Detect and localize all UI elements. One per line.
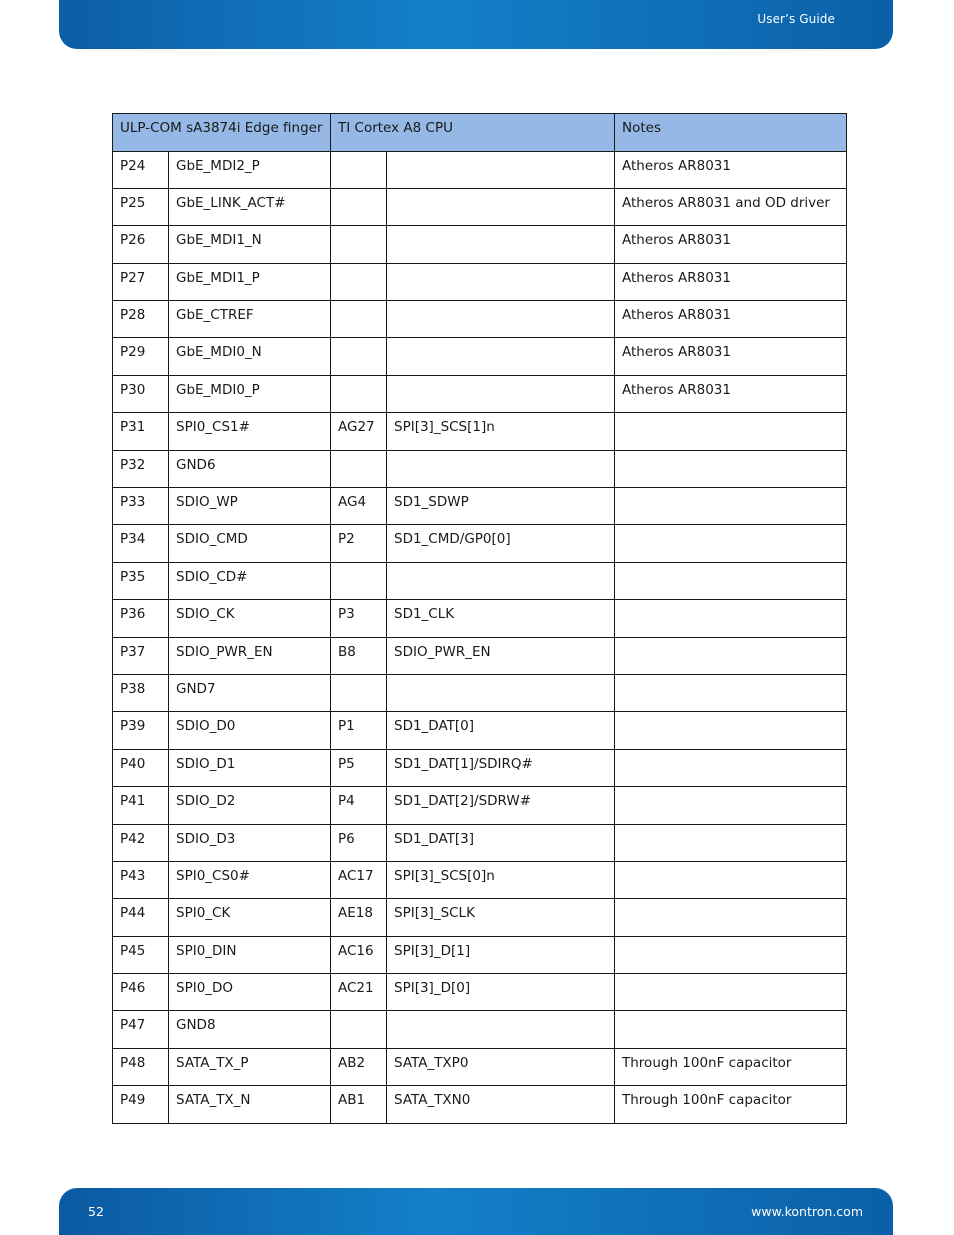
cpu-ball-cell (331, 674, 387, 711)
notes-cell: Atheros AR8031 (615, 338, 847, 375)
cpu-signal-cell: SD1_DAT[3] (387, 824, 615, 861)
cpu-signal-cell: SPI[3]_D[1] (387, 936, 615, 973)
cpu-ball-cell: P6 (331, 824, 387, 861)
cpu-signal-cell: SPI[3]_SCS[1]n (387, 413, 615, 450)
edge-pin-cell: P48 (113, 1048, 169, 1085)
notes-cell (615, 974, 847, 1011)
cpu-ball-cell (331, 1011, 387, 1048)
notes-cell: Atheros AR8031 and OD driver (615, 188, 847, 225)
edge-signal-cell: SDIO_CD# (169, 562, 331, 599)
edge-pin-cell: P49 (113, 1086, 169, 1123)
table-row (113, 188, 847, 225)
cpu-signal-cell: SPI[3]_SCLK (387, 899, 615, 936)
cpu-ball-cell: AG4 (331, 488, 387, 525)
edge-signal-cell: SDIO_WP (169, 488, 331, 525)
edge-signal-cell: SATA_TX_P (169, 1048, 331, 1085)
cpu-ball-cell (331, 301, 387, 338)
edge-pin-cell: P25 (113, 188, 169, 225)
edge-signal-cell: GbE_MDI1_P (169, 263, 331, 300)
cpu-signal-cell: SD1_DAT[0] (387, 712, 615, 749)
cpu-ball-cell (331, 562, 387, 599)
cpu-ball-cell: P2 (331, 525, 387, 562)
notes-cell (615, 824, 847, 861)
edge-signal-cell: SDIO_D1 (169, 749, 331, 786)
cpu-ball-cell (331, 450, 387, 487)
edge-pin-cell: P24 (113, 151, 169, 188)
edge-signal-cell: GbE_MDI2_P (169, 151, 331, 188)
notes-cell (615, 562, 847, 599)
edge-pin-cell: P46 (113, 974, 169, 1011)
notes-cell (615, 525, 847, 562)
cpu-signal-cell: SD1_CLK (387, 600, 615, 637)
edge-pin-cell: P27 (113, 263, 169, 300)
cpu-signal-cell: SPI[3]_SCS[0]n (387, 861, 615, 898)
table-row (113, 338, 847, 375)
footer-url: www.kontron.com (751, 1204, 863, 1219)
edge-signal-cell: SDIO_D3 (169, 824, 331, 861)
table-row (113, 1086, 847, 1123)
cpu-ball-cell (331, 263, 387, 300)
table-row (113, 263, 847, 300)
pin-assignment-table (112, 113, 847, 1124)
cpu-ball-cell (331, 226, 387, 263)
edge-pin-cell: P35 (113, 562, 169, 599)
edge-pin-cell: P42 (113, 824, 169, 861)
notes-cell: Through 100nF capacitor (615, 1048, 847, 1085)
notes-cell (615, 899, 847, 936)
table-row (113, 375, 847, 412)
notes-cell: Atheros AR8031 (615, 301, 847, 338)
notes-cell (615, 712, 847, 749)
table-row (113, 899, 847, 936)
cpu-signal-cell (387, 226, 615, 263)
cpu-ball-cell: P3 (331, 600, 387, 637)
edge-signal-cell: GbE_MDI0_P (169, 375, 331, 412)
edge-pin-cell: P45 (113, 936, 169, 973)
edge-pin-cell: P28 (113, 301, 169, 338)
cpu-signal-cell: SPI[3]_D[0] (387, 974, 615, 1011)
header-title: User’s Guide (757, 12, 835, 26)
page-number: 52 (88, 1204, 104, 1219)
cpu-signal-cell (387, 263, 615, 300)
cpu-ball-cell: AE18 (331, 899, 387, 936)
table-row (113, 787, 847, 824)
notes-cell: Atheros AR8031 (615, 375, 847, 412)
edge-pin-cell: P37 (113, 637, 169, 674)
cpu-ball-cell: P5 (331, 749, 387, 786)
cpu-signal-cell: SD1_CMD/GP0[0] (387, 525, 615, 562)
edge-pin-cell: P33 (113, 488, 169, 525)
header-notes: Notes (615, 114, 847, 152)
edge-signal-cell: GND7 (169, 674, 331, 711)
cpu-signal-cell (387, 375, 615, 412)
table-body (113, 151, 847, 1123)
cpu-signal-cell: SDIO_PWR_EN (387, 637, 615, 674)
table-row (113, 562, 847, 599)
edge-signal-cell: SPI0_CS0# (169, 861, 331, 898)
table-row (113, 450, 847, 487)
edge-signal-cell: SPI0_DIN (169, 936, 331, 973)
edge-signal-cell: SATA_TX_N (169, 1086, 331, 1123)
cpu-signal-cell (387, 188, 615, 225)
edge-signal-cell: GbE_MDI0_N (169, 338, 331, 375)
cpu-ball-cell: AC21 (331, 974, 387, 1011)
notes-cell: Through 100nF capacitor (615, 1086, 847, 1123)
table-row (113, 600, 847, 637)
table-row (113, 674, 847, 711)
cpu-signal-cell: SD1_DAT[2]/SDRW# (387, 787, 615, 824)
edge-signal-cell: GbE_LINK_ACT# (169, 188, 331, 225)
notes-cell: Atheros AR8031 (615, 151, 847, 188)
cpu-ball-cell: AG27 (331, 413, 387, 450)
header-cpu: TI Cortex A8 CPU (331, 114, 615, 152)
table-row (113, 936, 847, 973)
edge-pin-cell: P40 (113, 749, 169, 786)
cpu-ball-cell (331, 151, 387, 188)
cpu-signal-cell (387, 674, 615, 711)
notes-cell: Atheros AR8031 (615, 226, 847, 263)
edge-pin-cell: P38 (113, 674, 169, 711)
table-row (113, 1048, 847, 1085)
table-row (113, 861, 847, 898)
table-row (113, 301, 847, 338)
notes-cell (615, 861, 847, 898)
cpu-ball-cell (331, 338, 387, 375)
cpu-ball-cell: AC17 (331, 861, 387, 898)
table-header-row (113, 114, 847, 152)
edge-signal-cell: GND6 (169, 450, 331, 487)
table-row (113, 1011, 847, 1048)
header-band (59, 0, 893, 49)
edge-pin-cell: P43 (113, 861, 169, 898)
table-row (113, 749, 847, 786)
edge-pin-cell: P26 (113, 226, 169, 263)
cpu-signal-cell (387, 338, 615, 375)
cpu-ball-cell: P4 (331, 787, 387, 824)
edge-signal-cell: SDIO_D0 (169, 712, 331, 749)
table-row (113, 488, 847, 525)
cpu-signal-cell: SATA_TXN0 (387, 1086, 615, 1123)
cpu-ball-cell (331, 375, 387, 412)
edge-signal-cell: SDIO_PWR_EN (169, 637, 331, 674)
table-row (113, 637, 847, 674)
notes-cell (615, 450, 847, 487)
edge-signal-cell: SPI0_CK (169, 899, 331, 936)
edge-pin-cell: P32 (113, 450, 169, 487)
notes-cell (615, 600, 847, 637)
cpu-signal-cell: SD1_DAT[1]/SDIRQ# (387, 749, 615, 786)
table-row (113, 413, 847, 450)
cpu-ball-cell (331, 188, 387, 225)
edge-signal-cell: GbE_MDI1_N (169, 226, 331, 263)
edge-signal-cell: SDIO_CK (169, 600, 331, 637)
cpu-signal-cell (387, 1011, 615, 1048)
edge-signal-cell: SDIO_CMD (169, 525, 331, 562)
notes-cell (615, 413, 847, 450)
notes-cell (615, 1011, 847, 1048)
table-row (113, 712, 847, 749)
cpu-ball-cell: AB1 (331, 1086, 387, 1123)
edge-signal-cell: GND8 (169, 1011, 331, 1048)
cpu-signal-cell: SATA_TXP0 (387, 1048, 615, 1085)
notes-cell (615, 749, 847, 786)
edge-signal-cell: GbE_CTREF (169, 301, 331, 338)
cpu-ball-cell: P1 (331, 712, 387, 749)
edge-pin-cell: P30 (113, 375, 169, 412)
notes-cell: Atheros AR8031 (615, 263, 847, 300)
table-row (113, 525, 847, 562)
edge-signal-cell: SPI0_DO (169, 974, 331, 1011)
notes-cell (615, 637, 847, 674)
edge-signal-cell: SDIO_D2 (169, 787, 331, 824)
cpu-signal-cell: SD1_SDWP (387, 488, 615, 525)
notes-cell (615, 936, 847, 973)
edge-pin-cell: P29 (113, 338, 169, 375)
edge-pin-cell: P44 (113, 899, 169, 936)
cpu-ball-cell: AC16 (331, 936, 387, 973)
edge-pin-cell: P34 (113, 525, 169, 562)
notes-cell (615, 488, 847, 525)
edge-pin-cell: P31 (113, 413, 169, 450)
cpu-ball-cell: B8 (331, 637, 387, 674)
notes-cell (615, 787, 847, 824)
table-row (113, 151, 847, 188)
edge-pin-cell: P36 (113, 600, 169, 637)
cpu-signal-cell (387, 450, 615, 487)
notes-cell (615, 674, 847, 711)
edge-pin-cell: P47 (113, 1011, 169, 1048)
cpu-signal-cell (387, 151, 615, 188)
table-row (113, 824, 847, 861)
cpu-signal-cell (387, 301, 615, 338)
cpu-ball-cell: AB2 (331, 1048, 387, 1085)
table-row (113, 226, 847, 263)
table-row (113, 974, 847, 1011)
header-edge-finger: ULP-COM sA3874i Edge finger (113, 114, 331, 152)
edge-signal-cell: SPI0_CS1# (169, 413, 331, 450)
footer-band (59, 1188, 893, 1235)
edge-pin-cell: P41 (113, 787, 169, 824)
cpu-signal-cell (387, 562, 615, 599)
edge-pin-cell: P39 (113, 712, 169, 749)
